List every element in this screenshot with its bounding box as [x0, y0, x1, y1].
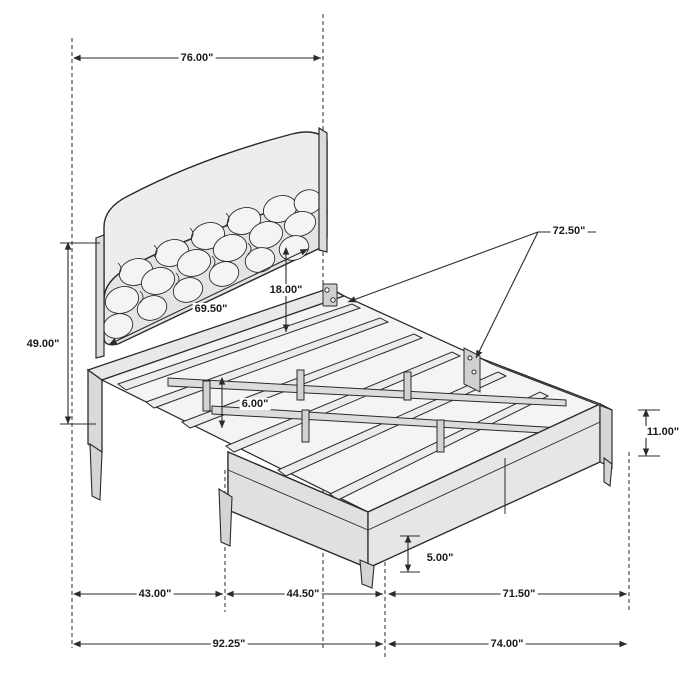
dim-headboard-height: 49.00" — [26, 338, 60, 350]
dim-overall-width-top: 76.00" — [180, 52, 214, 64]
dim-rail-height: 11.00" — [646, 426, 680, 438]
dim-footprint-mid: 44.50" — [286, 588, 320, 600]
dim-overall-length-diagonal: 72.50" — [552, 225, 586, 237]
bed-frame — [88, 284, 612, 588]
dim-headboard-panel-height: 18.00" — [269, 284, 303, 296]
dim-headboard-width-inner: 69.50" — [194, 303, 228, 315]
dim-footprint-left: 43.00" — [138, 588, 172, 600]
dim-overall-depth-left: 92.25" — [212, 638, 246, 650]
dim-footprint-right: 71.50" — [502, 588, 536, 600]
dim-slat-clearance: 6.00" — [241, 398, 269, 410]
dim-leg-height: 5.00" — [426, 552, 454, 564]
dim-overall-depth-right: 74.00" — [490, 638, 524, 650]
